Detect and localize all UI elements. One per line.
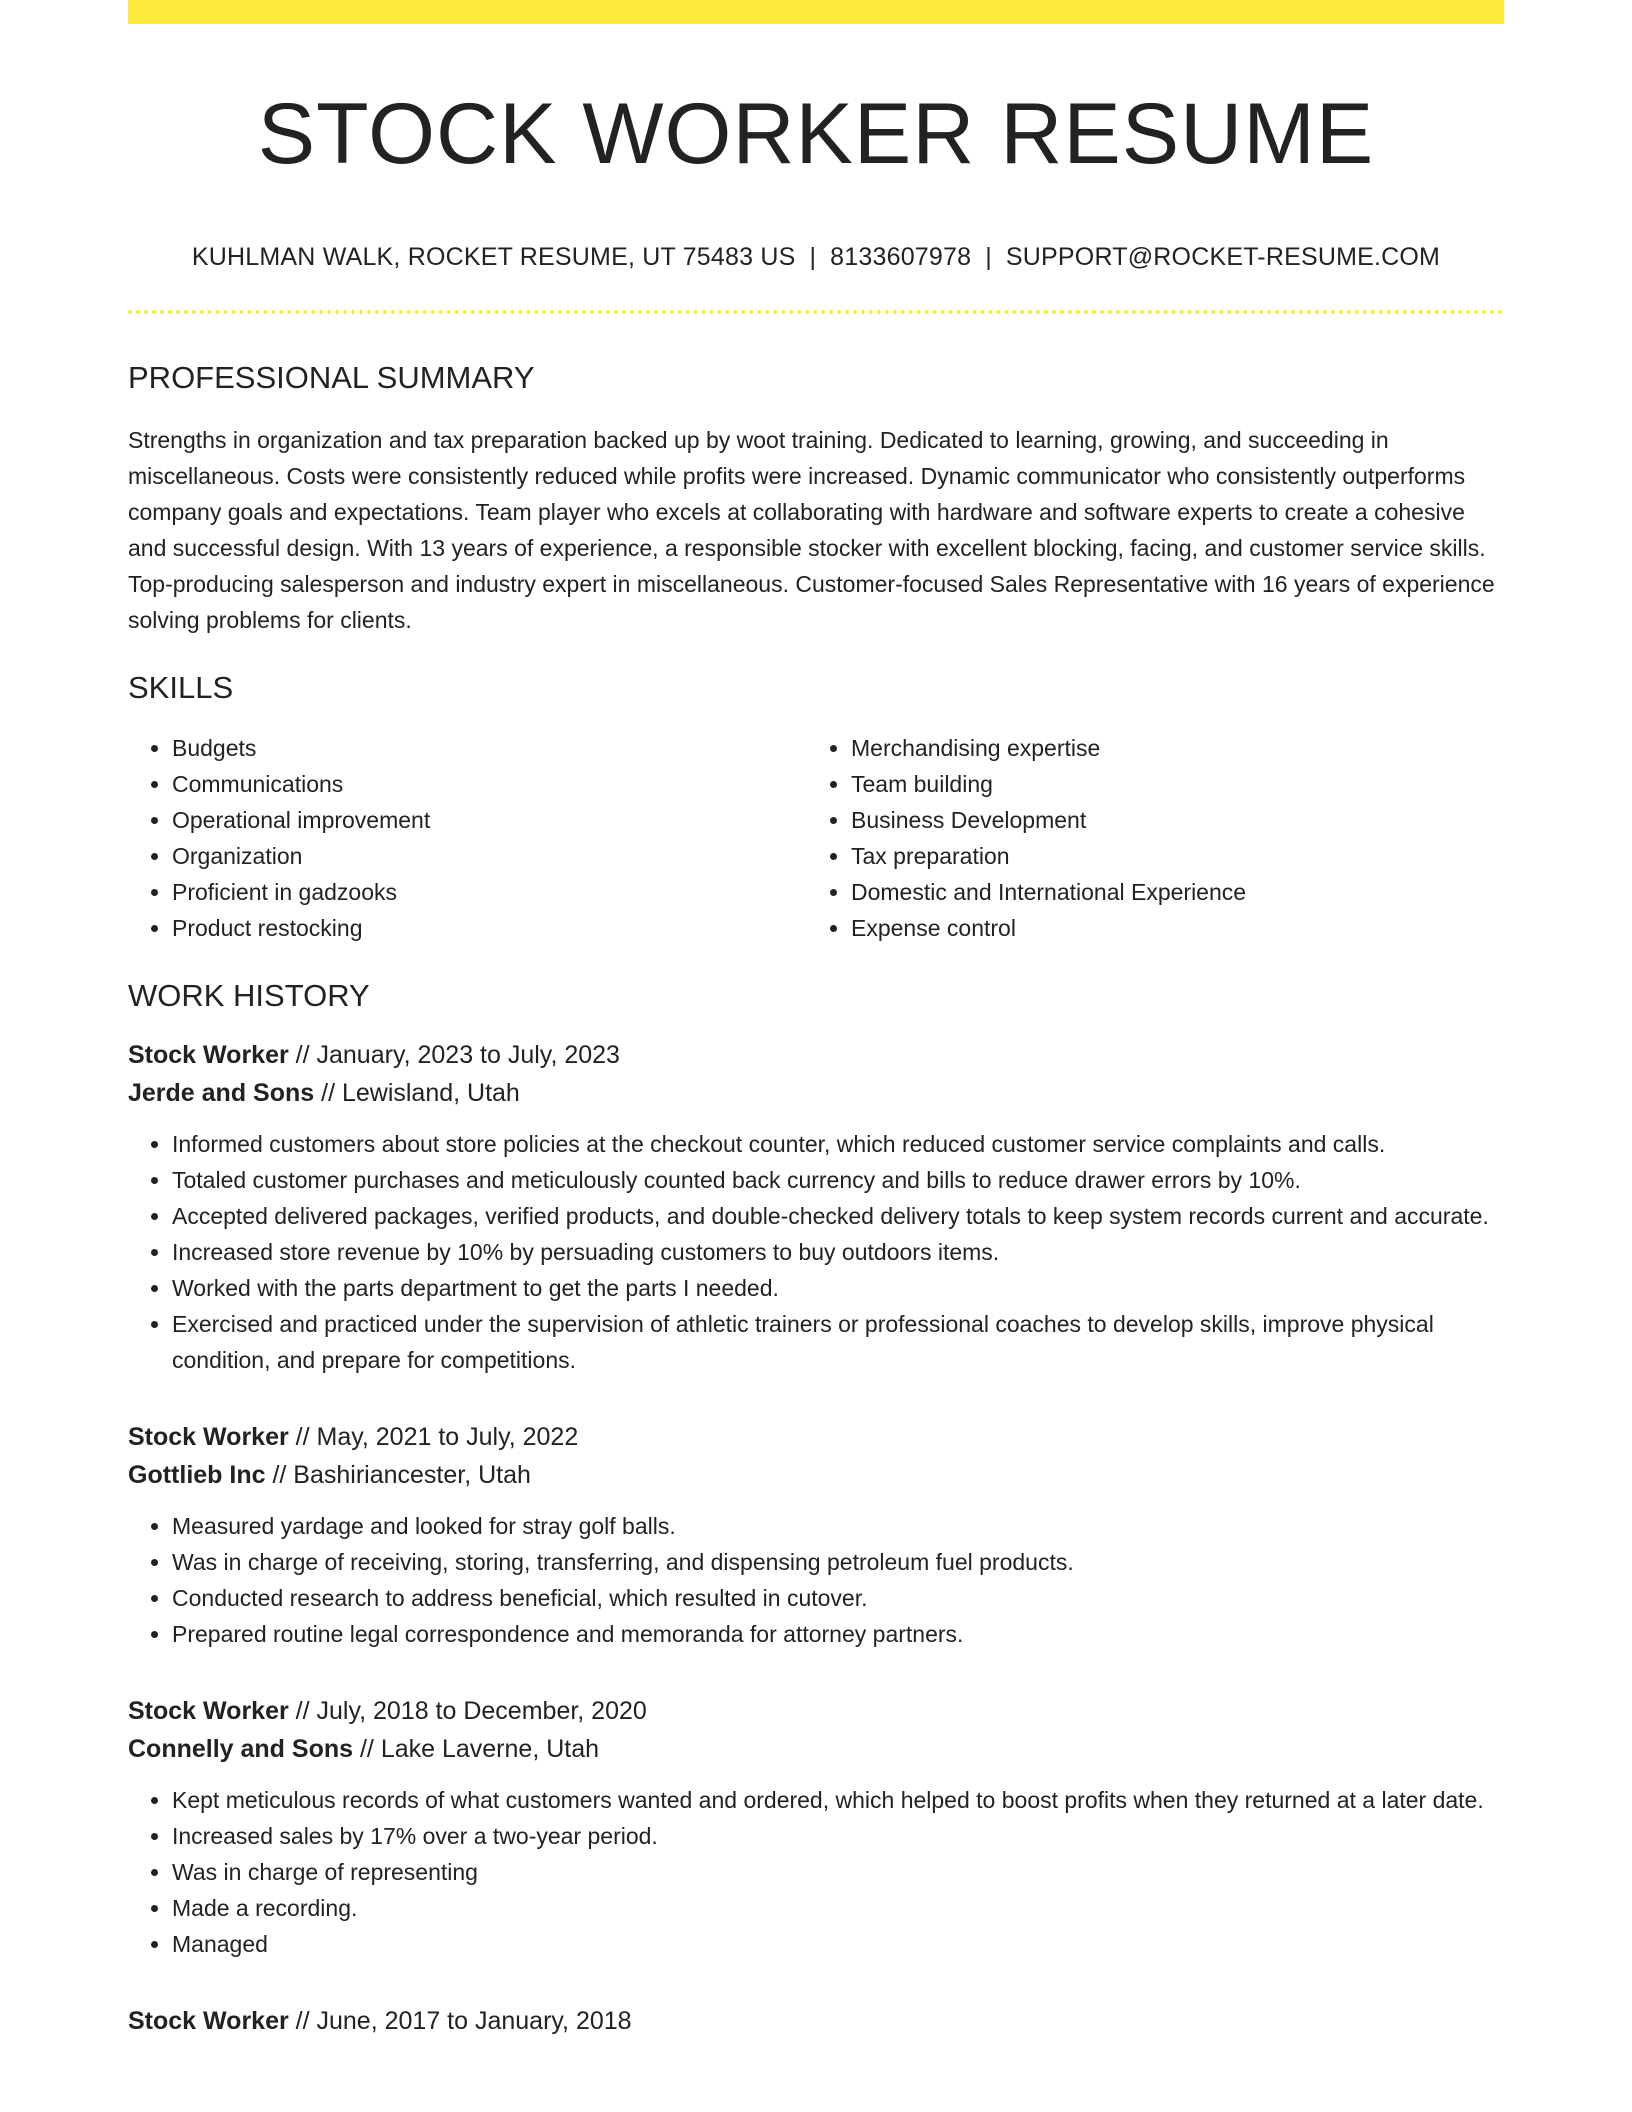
job-title-line xyxy=(128,1036,1504,1074)
skill-item: • Team building xyxy=(851,766,1504,802)
job-location: // Bashiriancester, Utah xyxy=(265,1461,531,1489)
skill-item: • Budgets xyxy=(172,730,825,766)
job-bullet: • Prepared routine legal correspondence and memoranda for attorney partners. xyxy=(172,1616,1504,1652)
skill-item: • Organization xyxy=(172,838,825,874)
job-entry xyxy=(128,1692,1504,1962)
skill-item: • Expense control xyxy=(851,910,1504,946)
skill-item: • Proficient in gadzooks xyxy=(172,874,825,910)
job-title-line xyxy=(128,1418,1504,1456)
summary-heading: PROFESSIONAL SUMMARY xyxy=(128,360,535,395)
job-company: Jerde and Sons xyxy=(128,1079,315,1107)
job-location: // Lake Laverne, Utah xyxy=(353,1735,600,1763)
job-bullet: • Made a recording. xyxy=(172,1890,1504,1926)
job-company-line xyxy=(128,1456,1504,1494)
job-bullets xyxy=(128,1126,1504,1378)
job-bullet: • Measured yardage and looked for stray golf balls. xyxy=(172,1508,1504,1544)
skills-column-right xyxy=(825,730,1504,946)
dotted-divider xyxy=(128,310,1504,314)
skill-item: • Domestic and International Experience xyxy=(851,874,1504,910)
contact-email: SUPPORT@ROCKET-RESUME.COM xyxy=(1005,243,1441,271)
accent-bar xyxy=(128,0,1504,24)
job-bullet: • Kept meticulous records of what customers wanted and ordered, which helped to boost profits when they returned at a later date. xyxy=(172,1782,1504,1818)
work-history-heading: WORK HISTORY xyxy=(128,978,370,1013)
skill-item: • Product restocking xyxy=(172,910,825,946)
job-dates: // July, 2018 to December, 2020 xyxy=(288,1697,647,1725)
contact-phone: 8133607978 xyxy=(830,243,972,271)
job-dates: // June, 2017 to January, 2018 xyxy=(288,2007,632,2035)
job-bullet: • Totaled customer purchases and meticulously counted back currency and bills to reduce drawer errors by 10%. xyxy=(172,1162,1504,1198)
job-entry xyxy=(128,2002,1504,2040)
skills-list xyxy=(128,730,1504,946)
skill-item: • Business Development xyxy=(851,802,1504,838)
job-bullet: • Increased store revenue by 10% by persuading customers to buy outdoors items. xyxy=(172,1234,1504,1270)
job-bullet: • Worked with the parts department to get the parts I needed. xyxy=(172,1270,1504,1306)
job-dates: // January, 2023 to July, 2023 xyxy=(288,1041,620,1069)
job-bullets xyxy=(128,1508,1504,1652)
job-entry xyxy=(128,1036,1504,1378)
job-company-line xyxy=(128,1074,1504,1112)
job-bullets xyxy=(128,1782,1504,1962)
job-bullet: • Increased sales by 17% over a two-year period. xyxy=(172,1818,1504,1854)
job-dates: // May, 2021 to July, 2022 xyxy=(288,1423,579,1451)
job-entry xyxy=(128,1418,1504,1652)
contact-separator: | xyxy=(809,243,817,271)
skill-item: • Communications xyxy=(172,766,825,802)
contact-line xyxy=(128,242,1504,272)
job-bullet: • Exercised and practiced under the supervision of athletic trainers or professional coaches to develop skills, improve physical condition, and prepare for competitions. xyxy=(172,1306,1504,1378)
job-title-line xyxy=(128,2002,1504,2040)
job-bullet: • Conducted research to address beneficial, which resulted in cutover. xyxy=(172,1580,1504,1616)
job-title: Stock Worker xyxy=(128,1697,289,1725)
job-bullet: • Managed xyxy=(172,1926,1504,1962)
resume-page xyxy=(128,0,1504,2040)
job-company: Gottlieb Inc xyxy=(128,1461,266,1489)
job-bullet: • Was in charge of representing xyxy=(172,1854,1504,1890)
summary-text: Strengths in organization and tax preparation backed up by woot training. Dedicated to learning, growing, and succeeding in miscellaneous. Costs were consistently reduced while profits were increased. Dynamic communicator who consistently outperforms company goals and expectations. Team player who excels at collaborating with hardware and software experts to create a cohesive and successful design. With 13 years of experience, a responsible stocker with excellent blocking, facing, and customer service skills. Top-producing salesperson and industry expert in miscellaneous. Customer-focused Sales Representative with 16 years of experience solving problems for clients. xyxy=(128,427,1495,633)
job-company-line xyxy=(128,1730,1504,1768)
skill-item: • Operational improvement xyxy=(172,802,825,838)
resume-title: STOCK WORKER RESUME xyxy=(257,86,1375,182)
skills-heading: SKILLS xyxy=(128,670,234,705)
job-company: Connelly and Sons xyxy=(128,1735,354,1763)
job-title: Stock Worker xyxy=(128,2007,289,2035)
contact-address: KUHLMAN WALK, ROCKET RESUME, UT 75483 US xyxy=(191,243,796,271)
job-title: Stock Worker xyxy=(128,1423,289,1451)
contact-separator: | xyxy=(985,243,992,271)
skill-item: • Tax preparation xyxy=(851,838,1504,874)
job-title-line xyxy=(128,1692,1504,1730)
skill-item: • Merchandising expertise xyxy=(851,730,1504,766)
job-title: Stock Worker xyxy=(128,1041,289,1069)
skills-column-left xyxy=(128,730,825,946)
job-bullet: • Informed customers about store policies at the checkout counter, which reduced customer service complaints and calls. xyxy=(172,1126,1504,1162)
job-bullet: • Was in charge of receiving, storing, transferring, and dispensing petroleum fuel products. xyxy=(172,1544,1504,1580)
job-bullet: • Accepted delivered packages, verified products, and double-checked delivery totals to keep system records current and accurate. xyxy=(172,1198,1504,1234)
job-location: // Lewisland, Utah xyxy=(314,1079,520,1107)
